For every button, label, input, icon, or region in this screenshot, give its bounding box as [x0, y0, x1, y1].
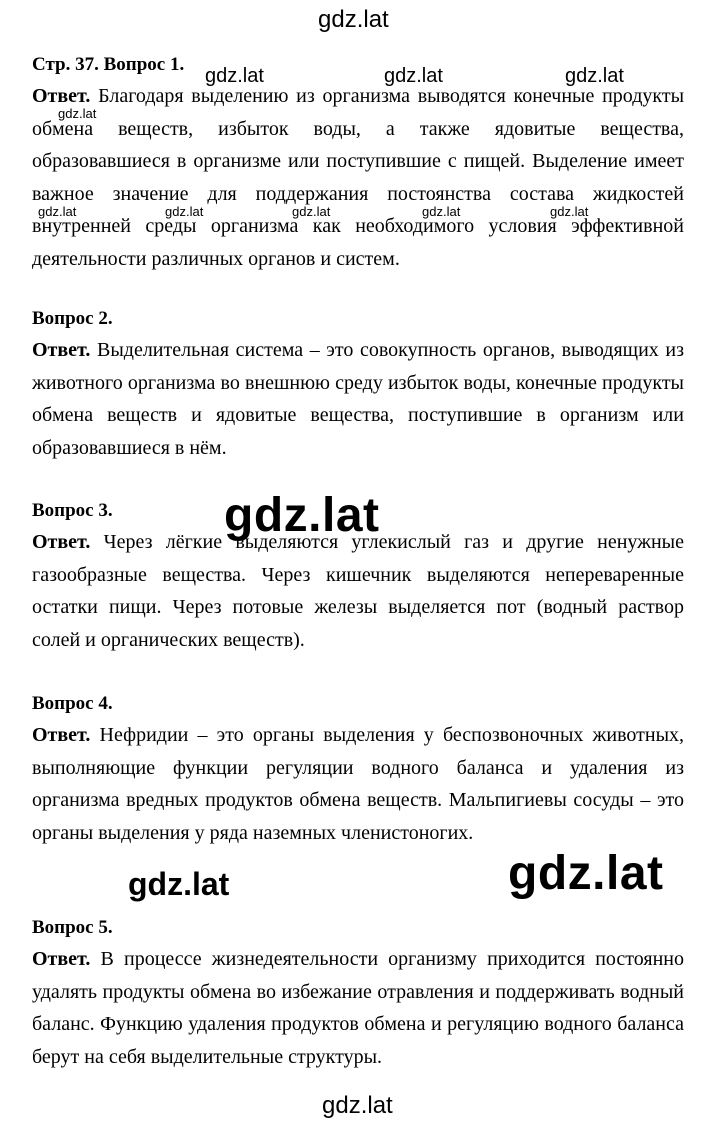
- answer-text: Через лёгкие выделяются углекислый газ и другие ненужные газообразные вещества. Через кишечник выделяются непереваренные остатки пищи. Через потовые железы выделяется пот (водный раствор солей и органических веществ).: [32, 531, 684, 651]
- watermark-overlay: gdz.lat: [422, 204, 461, 219]
- answer-label: Ответ.: [32, 339, 91, 361]
- answer-text: Выделительная система – это совокупность органов, выводящих из животного организма во внешнюю среду избыток воды, конечные продукты обмена веществ и ядовитые вещества, поступившие в организм или образовавшиеся в нём.: [32, 339, 684, 459]
- question-block-5: [32, 913, 684, 1073]
- watermark-overlay: gdz.lat: [58, 106, 97, 121]
- watermark-top: gdz.lat: [318, 6, 389, 33]
- question-block-4: [32, 689, 684, 849]
- answer-paragraph: [32, 334, 684, 464]
- watermark-overlay: gdz.lat: [384, 65, 443, 87]
- answer-label: Ответ.: [32, 531, 91, 553]
- watermark-bottom: gdz.lat: [322, 1092, 393, 1119]
- watermark-overlay: gdz.lat: [565, 65, 624, 87]
- answer-paragraph: [32, 719, 684, 849]
- question-heading: Вопрос 5.: [32, 917, 113, 938]
- question-heading: Стр. 37. Вопрос 1.: [32, 54, 185, 75]
- answer-paragraph: [32, 526, 684, 656]
- answer-text: Нефридии – это органы выделения у беспозвоночных животных, выполняющие функции регуляции водного баланса и удаления из организма вредных продуктов обмена веществ. Мальпигиевы сосуды – это органы выделения у ряда наземных членистоногих.: [32, 724, 685, 844]
- watermark-overlay: gdz.lat: [292, 204, 331, 219]
- question-block-2: [32, 304, 684, 464]
- answer-label: Ответ.: [32, 724, 91, 746]
- watermark-overlay-large: gdz.lat: [224, 489, 380, 542]
- answer-label: Ответ.: [32, 948, 91, 970]
- watermark-overlay: gdz.lat: [165, 204, 204, 219]
- answer-text: Благодаря выделению из организма выводятся конечные продукты обмена веществ, избыток воды, а также ядовитые вещества, образовавшиеся в организме или поступившие с пищей. Выделение имеет важное значение для поддержания постоянства состава жидкостей внутренней среды организма как необходимого условия эффективной деятельности различных органов и систем.: [32, 85, 685, 270]
- answer-text: В процессе жизнедеятельности организму приходится постоянно удалять продукты обмена во избежание отравления и поддерживать водный баланс. Функцию удаления продуктов обмена и регуляцию водного баланса берут на себя выделительные структуры.: [32, 948, 684, 1068]
- answer-paragraph: [32, 943, 684, 1073]
- question-heading: Вопрос 4.: [32, 693, 113, 714]
- question-heading: Вопрос 2.: [32, 308, 113, 329]
- watermark-overlay-large: gdz.lat: [508, 847, 664, 900]
- watermark-overlay: gdz.lat: [205, 65, 264, 87]
- watermark-overlay: gdz.lat: [38, 204, 77, 219]
- answer-paragraph: [32, 80, 684, 275]
- watermark-overlay: gdz.lat: [550, 204, 589, 219]
- answer-label: Ответ.: [32, 85, 91, 107]
- question-heading: Вопрос 3.: [32, 500, 113, 521]
- watermark-overlay: gdz.lat: [128, 866, 230, 902]
